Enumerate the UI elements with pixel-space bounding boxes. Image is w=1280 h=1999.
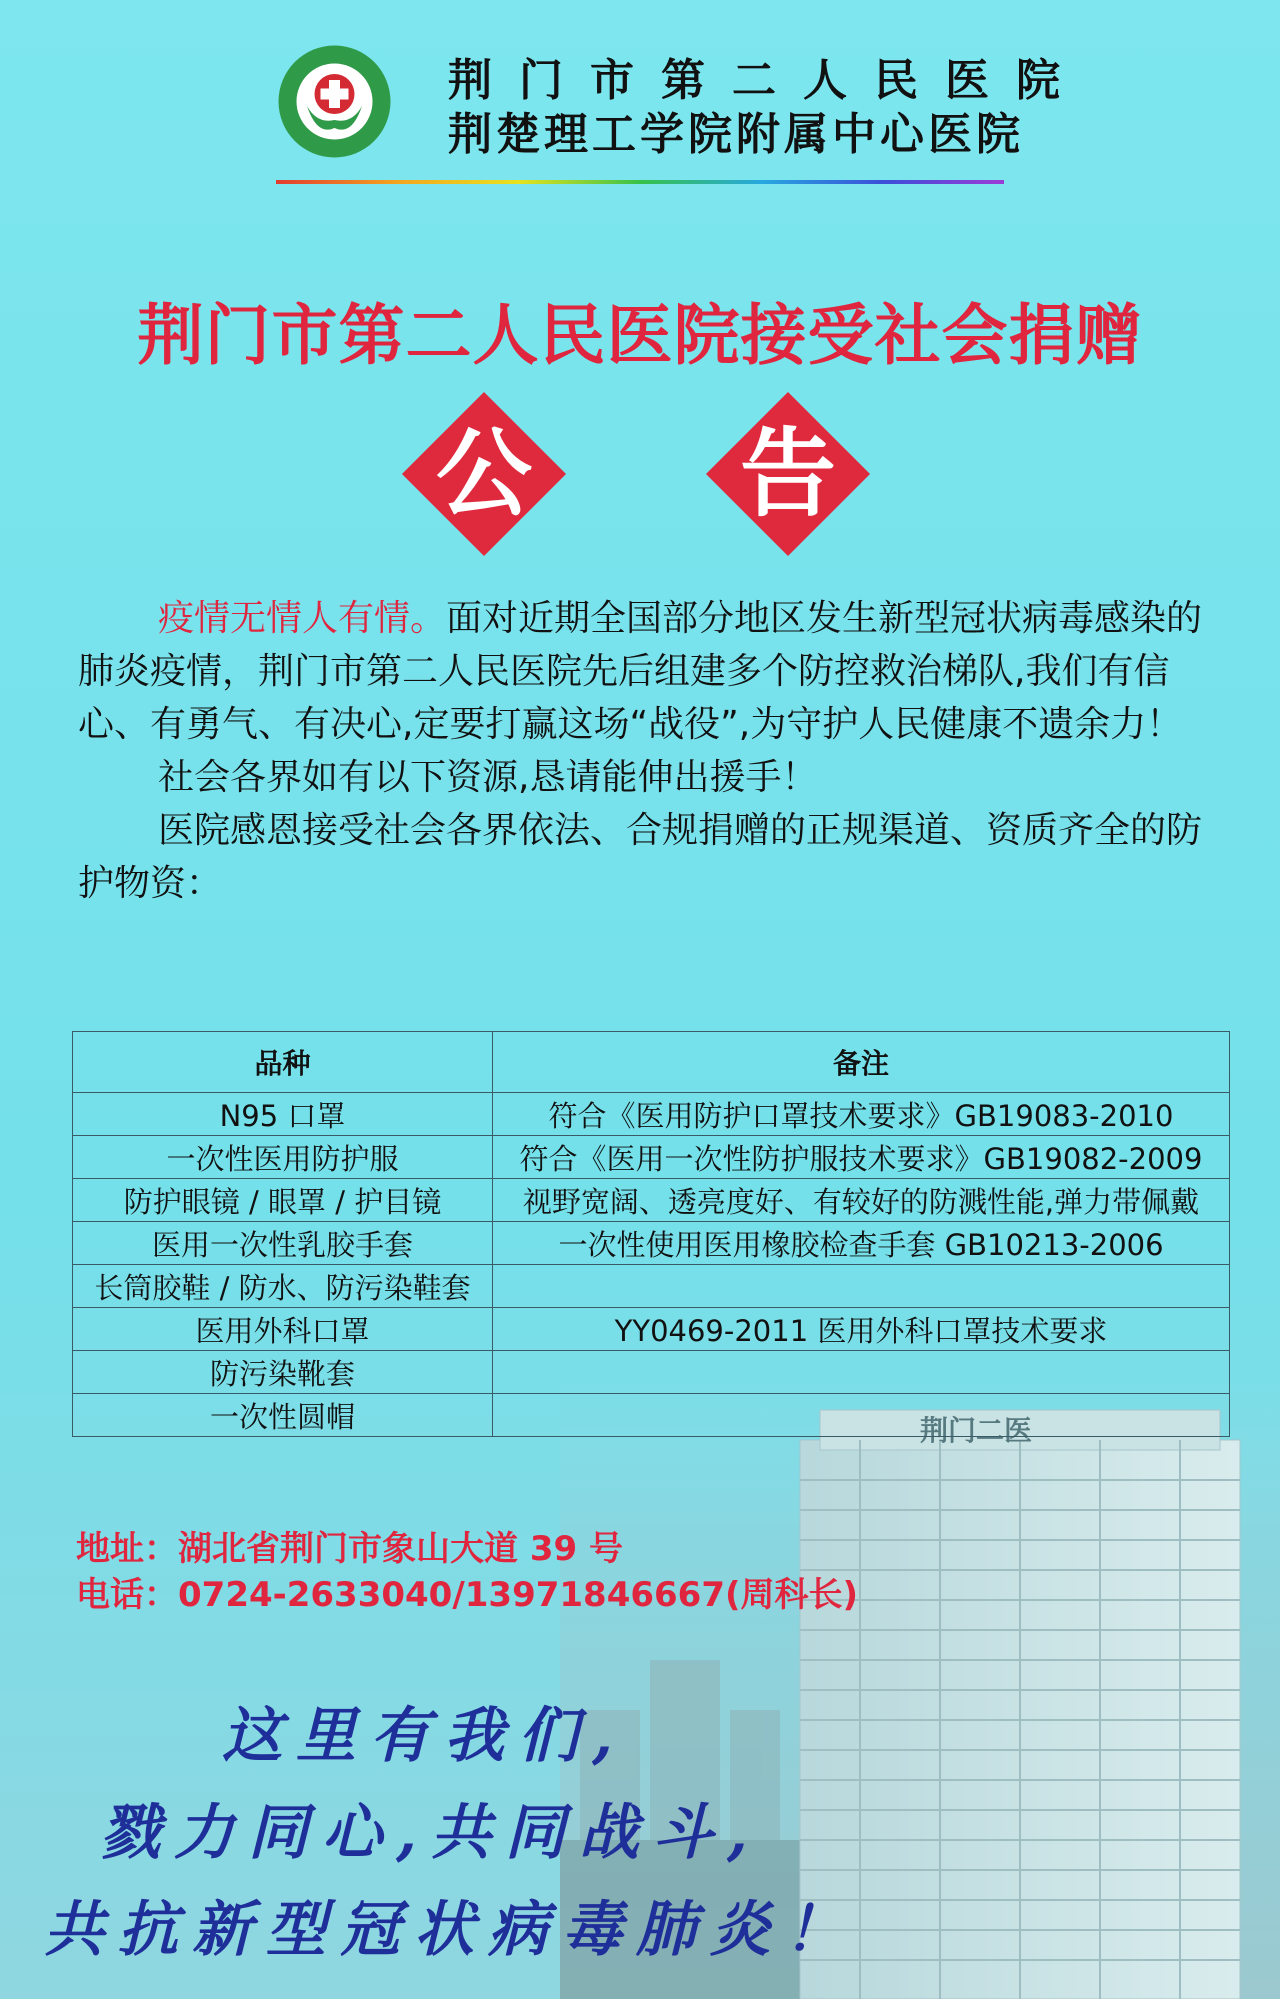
remark-cell: YY0469-2011 医用外科口罩技术要求	[493, 1308, 1230, 1351]
notice-char-2: 告	[740, 418, 836, 530]
item-cell: 防护眼镜 / 眼罩 / 护目镜	[73, 1179, 493, 1222]
item-cell: 长筒胶鞋 / 防水、防污染鞋套	[73, 1265, 493, 1308]
table-row	[73, 1222, 1230, 1265]
building-sign: 荆门二医	[920, 1414, 1033, 1447]
item-cell: N95 口罩	[73, 1093, 493, 1136]
item-cell: 一次性医用防护服	[73, 1136, 493, 1179]
item-cell: 医用一次性乳胶手套	[73, 1222, 493, 1265]
table-header-row	[73, 1032, 1230, 1093]
hospital-logo	[277, 44, 392, 159]
item-cell: 医用外科口罩	[73, 1308, 493, 1351]
remark-cell: 符合《医用一次性防护服技术要求》GB19082-2009	[493, 1136, 1230, 1179]
table-row	[73, 1093, 1230, 1136]
table-row	[73, 1394, 1230, 1437]
poster-title: 荆门市第二人民医院接受社会捐赠	[137, 297, 1143, 374]
contact-block	[76, 1526, 858, 1618]
item-cell: 一次性圆帽	[73, 1394, 493, 1437]
table-row	[73, 1179, 1230, 1222]
paragraph-1-text: 面对近期全国部分地区发生新型冠状病毒感染的肺炎疫情，荆门市第二人民医院先后组建多个防控救治梯队,我们有信心、有勇气、有决心,定要打赢这场“战役”,为守护人民健康不遗余力！	[78, 598, 1203, 745]
address-text: 地址：湖北省荆门市象山大道 39 号	[76, 1529, 623, 1569]
paragraph-2: 社会各界如有以下资源,恳请能伸出援手！	[158, 757, 818, 798]
paragraph-3: 医院感恩接受社会各界依法、合规捐赠的正规渠道、资质齐全的防护物资：	[78, 810, 1203, 904]
remark-cell	[493, 1394, 1230, 1437]
hospital-affiliation: 荆楚理工学院附属中心医院	[448, 109, 1024, 160]
remark-cell: 一次性使用医用橡胶检查手套 GB10213-2006	[493, 1222, 1230, 1265]
paragraph-1	[78, 592, 1228, 751]
item-cell: 防污染靴套	[73, 1351, 493, 1394]
remark-cell: 视野宽阔、透亮度好、有较好的防溅性能,弹力带佩戴	[493, 1179, 1230, 1222]
body-text	[78, 592, 1228, 910]
table-row	[73, 1351, 1230, 1394]
rainbow-divider	[276, 180, 1004, 184]
hospital-name: 荆门市第二人民医院	[448, 55, 1087, 106]
column-header-item: 品种	[73, 1032, 493, 1093]
paragraph-1-lead: 疫情无情人有情。	[158, 598, 447, 639]
table-row	[73, 1265, 1230, 1308]
donation-table	[72, 1031, 1230, 1437]
slogan-line-3: 共抗新型冠状病毒肺炎！	[44, 1895, 858, 1965]
phone-text: 电话：0724-2633040/13971846667(周科长)	[76, 1575, 859, 1615]
remark-cell	[493, 1265, 1230, 1308]
slogan-line-1: 这里有我们,	[222, 1701, 627, 1771]
slogan-line-2: 戮力同心,共同战斗,	[100, 1798, 762, 1868]
table-row	[73, 1136, 1230, 1179]
hospital-name-block	[448, 54, 1087, 162]
table-row	[73, 1308, 1230, 1351]
remark-cell	[493, 1351, 1230, 1394]
notice-char-1: 公	[436, 418, 532, 530]
remark-cell: 符合《医用防护口罩技术要求》GB19083-2010	[493, 1093, 1230, 1136]
column-header-remark: 备注	[493, 1032, 1230, 1093]
